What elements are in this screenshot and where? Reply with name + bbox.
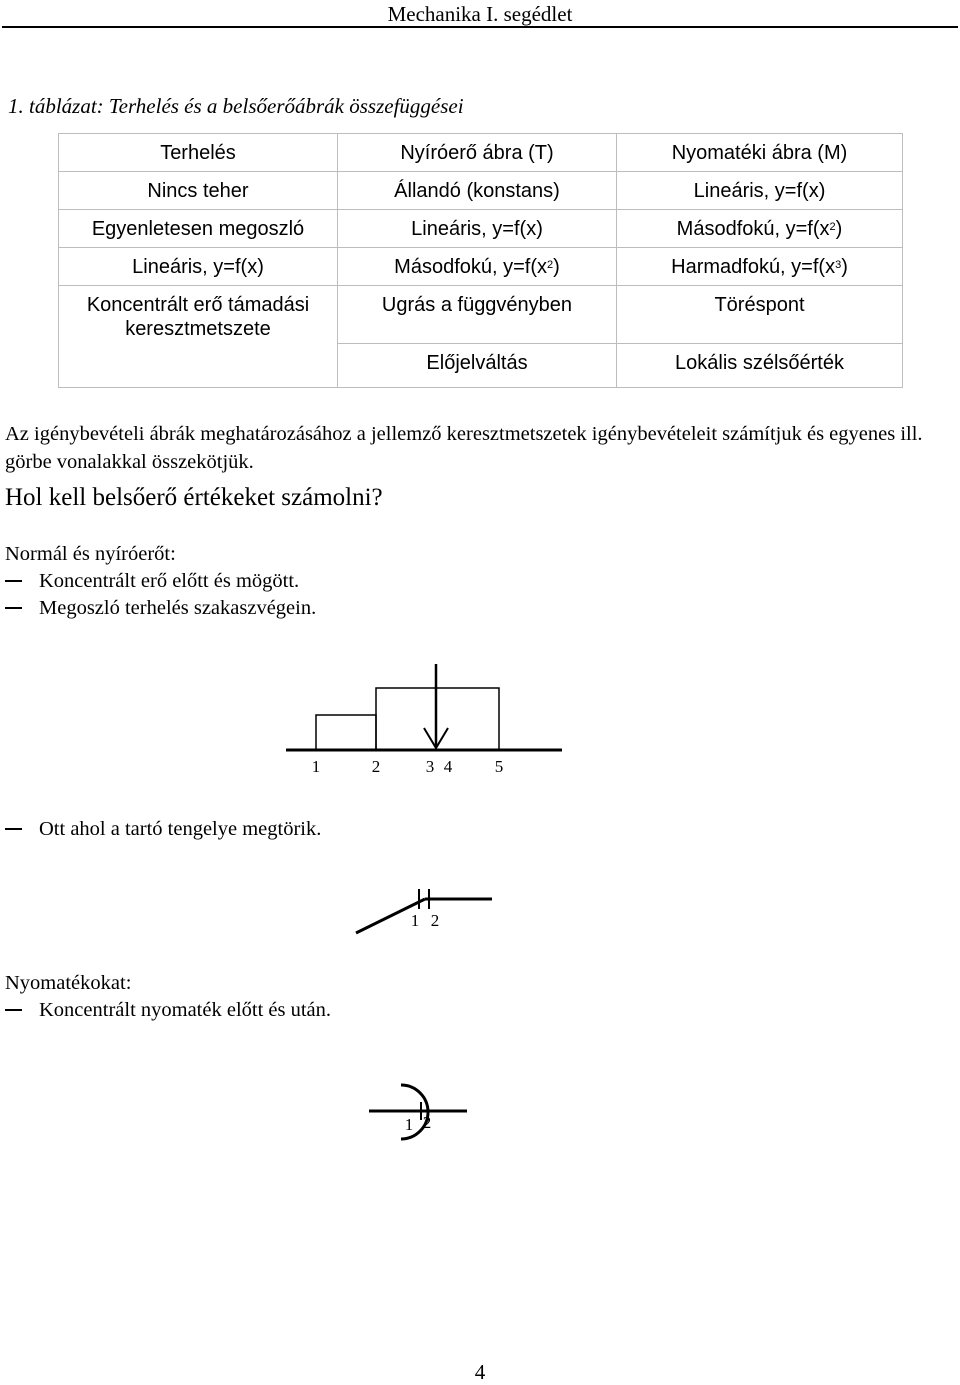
distributed-load-large xyxy=(376,688,499,750)
list-item-text: Koncentrált nyomaték előtt és után. xyxy=(39,999,332,1021)
table-cell: Ugrás a függvényben xyxy=(338,286,617,344)
list-item xyxy=(5,570,299,593)
page-number: 4 xyxy=(474,1360,486,1384)
list-item xyxy=(5,597,316,620)
formula-text: Másodfokú, y=f(x xyxy=(394,256,548,278)
axis-break-figure xyxy=(350,883,500,941)
list-item xyxy=(5,818,321,841)
section-label: 1 xyxy=(404,1115,414,1134)
normal-shear-label: Normál és nyíróerőt: xyxy=(5,543,176,565)
table-row xyxy=(59,210,903,248)
table-cell: Koncentrált erő támadási keresztmetszete xyxy=(59,286,338,388)
exponent: 2 xyxy=(547,259,554,271)
table-cell: Töréspont xyxy=(617,286,903,344)
dash-bullet xyxy=(5,580,22,582)
page-header-title: Mechanika I. segédlet xyxy=(387,2,573,26)
formula-text: ) xyxy=(835,218,843,240)
table-row xyxy=(59,172,903,210)
list-item xyxy=(5,999,331,1022)
list-item-text: Megoszló terhelés szakaszvégein. xyxy=(39,597,317,619)
header-divider xyxy=(2,26,958,28)
moments-label: Nyomatékokat: xyxy=(5,972,132,994)
formula-text: ) xyxy=(553,256,560,278)
table-row xyxy=(59,286,903,344)
section-label: 2 xyxy=(371,757,381,776)
section-label: 1 xyxy=(410,911,420,930)
dash-bullet xyxy=(5,607,22,609)
list-item-text: Ott ahol a tartó tengelye megtörik. xyxy=(39,818,322,840)
formula-text: Másodfokú, y=f(x xyxy=(676,218,830,240)
section-label: 2 xyxy=(422,1113,432,1132)
dash-bullet xyxy=(5,828,22,830)
table-cell: Előjelváltás xyxy=(338,344,617,388)
table-header-cell: Nyomatéki ábra (M) xyxy=(617,134,903,172)
section-question: Hol kell belsőerő értékeket számolni? xyxy=(5,484,383,511)
table-cell: Nincs teher xyxy=(59,172,338,210)
table-cell: Egyenletesen megoszló xyxy=(59,210,338,248)
concentrated-moment-figure xyxy=(365,1078,470,1148)
section-label: 2 xyxy=(430,911,440,930)
distributed-load-small xyxy=(316,715,376,750)
section-label: 4 xyxy=(443,757,453,776)
exponent: 3 xyxy=(835,259,842,271)
table-header-row xyxy=(59,134,903,172)
exponent: 2 xyxy=(829,221,836,233)
table-caption: 1. táblázat: Terhelés és a belsőerőábrák összefüggései xyxy=(8,94,464,118)
table-cell: Lineáris, y=f(x) xyxy=(59,248,338,286)
load-diagram-table xyxy=(58,133,903,388)
table-cell xyxy=(617,210,903,248)
dash-bullet xyxy=(5,1009,22,1011)
formula-text: Harmadfokú, y=f(x xyxy=(671,256,836,278)
table-header-cell: Nyíróerő ábra (T) xyxy=(338,134,617,172)
table-row xyxy=(59,248,903,286)
formula-text: ) xyxy=(841,256,848,278)
section-label: 5 xyxy=(494,757,504,776)
table-header-cell: Terhelés xyxy=(59,134,338,172)
beam-load-figure xyxy=(280,660,570,780)
list-item-text: Koncentrált erő előtt és mögött. xyxy=(39,570,300,592)
table-cell: Lineáris, y=f(x) xyxy=(338,210,617,248)
intro-paragraph: Az igénybevételi ábrák meghatározásához a jellemző keresztmetszetek igénybevételeit számítjuk és egyenes ill. görbe vonalakkal összekötjük. xyxy=(5,423,923,473)
table-cell: Lineáris, y=f(x) xyxy=(617,172,903,210)
section-label: 3 xyxy=(425,757,435,776)
table-cell: Állandó (konstans) xyxy=(338,172,617,210)
table-cell xyxy=(338,248,617,286)
table-cell: Lokális szélsőérték xyxy=(617,344,903,388)
table-cell xyxy=(617,248,903,286)
section-label: 1 xyxy=(311,757,321,776)
